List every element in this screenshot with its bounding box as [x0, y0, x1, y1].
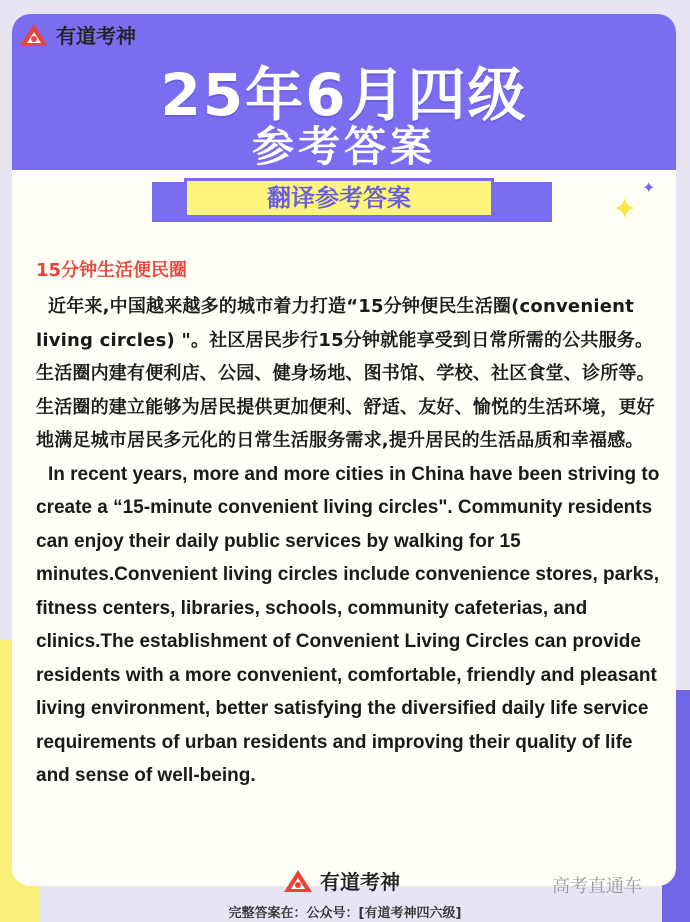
youdao-logo-icon — [282, 868, 314, 894]
sparkle-star-icon: ✦ — [642, 178, 656, 197]
header-banner — [12, 14, 676, 170]
sparkle-star-icon: ✦ — [612, 192, 638, 227]
footer-brand-name: 有道考神 — [320, 870, 400, 894]
footer-brand — [282, 866, 400, 895]
watermark: 高考直通车 — [552, 876, 642, 897]
page-title: 25年6月四级 — [160, 61, 528, 129]
brand — [18, 20, 136, 49]
page-subtitle: 参考答案 — [251, 122, 436, 171]
footer-note: 完整答案在：公众号：[有道考神四六级] — [228, 906, 462, 921]
section-ribbon: 翻译参考答案 — [184, 178, 494, 218]
youdao-logo-icon — [18, 22, 50, 48]
chinese-paragraph: 近年来,中国越来越多的城市着力打造“15分钟便民生活圈(convenient living circles) "。社区居民步行15分钟就能享受到日常所需的公共服务。生活圈内建有便利店、公园、健身场地、图书馆、学校、社区食堂、诊所等。生活圈的建立能够为居民提供更加便利、舒适、友好、愉悦的生活环境，更好地满足城市居民多元化的日常生活服务需求,提升居民的生活品质和幸福感。 — [36, 296, 655, 451]
english-paragraph: In recent years, more and more cities in China have been striving to create a “15-minute convenient living circles". Community residents can enjoy their daily public services by walking for 15 minutes.Convenient living circles include convenience stores, parks, fitness centers, libraries, schools, community cafeterias, and clinics.The establishment of Convenient Living Circles can provide residents with a more convenient, comfortable, friendly and pleasant living environment, better satisfying the diversified daily life service requirements of urban residents and improving their quality of life and sense of well-being. — [36, 463, 660, 786]
brand-name: 有道考神 — [56, 24, 136, 48]
topic-heading: 15分钟生活便民圈 — [36, 260, 188, 281]
translation-content — [36, 256, 666, 793]
answer-card — [12, 14, 676, 886]
